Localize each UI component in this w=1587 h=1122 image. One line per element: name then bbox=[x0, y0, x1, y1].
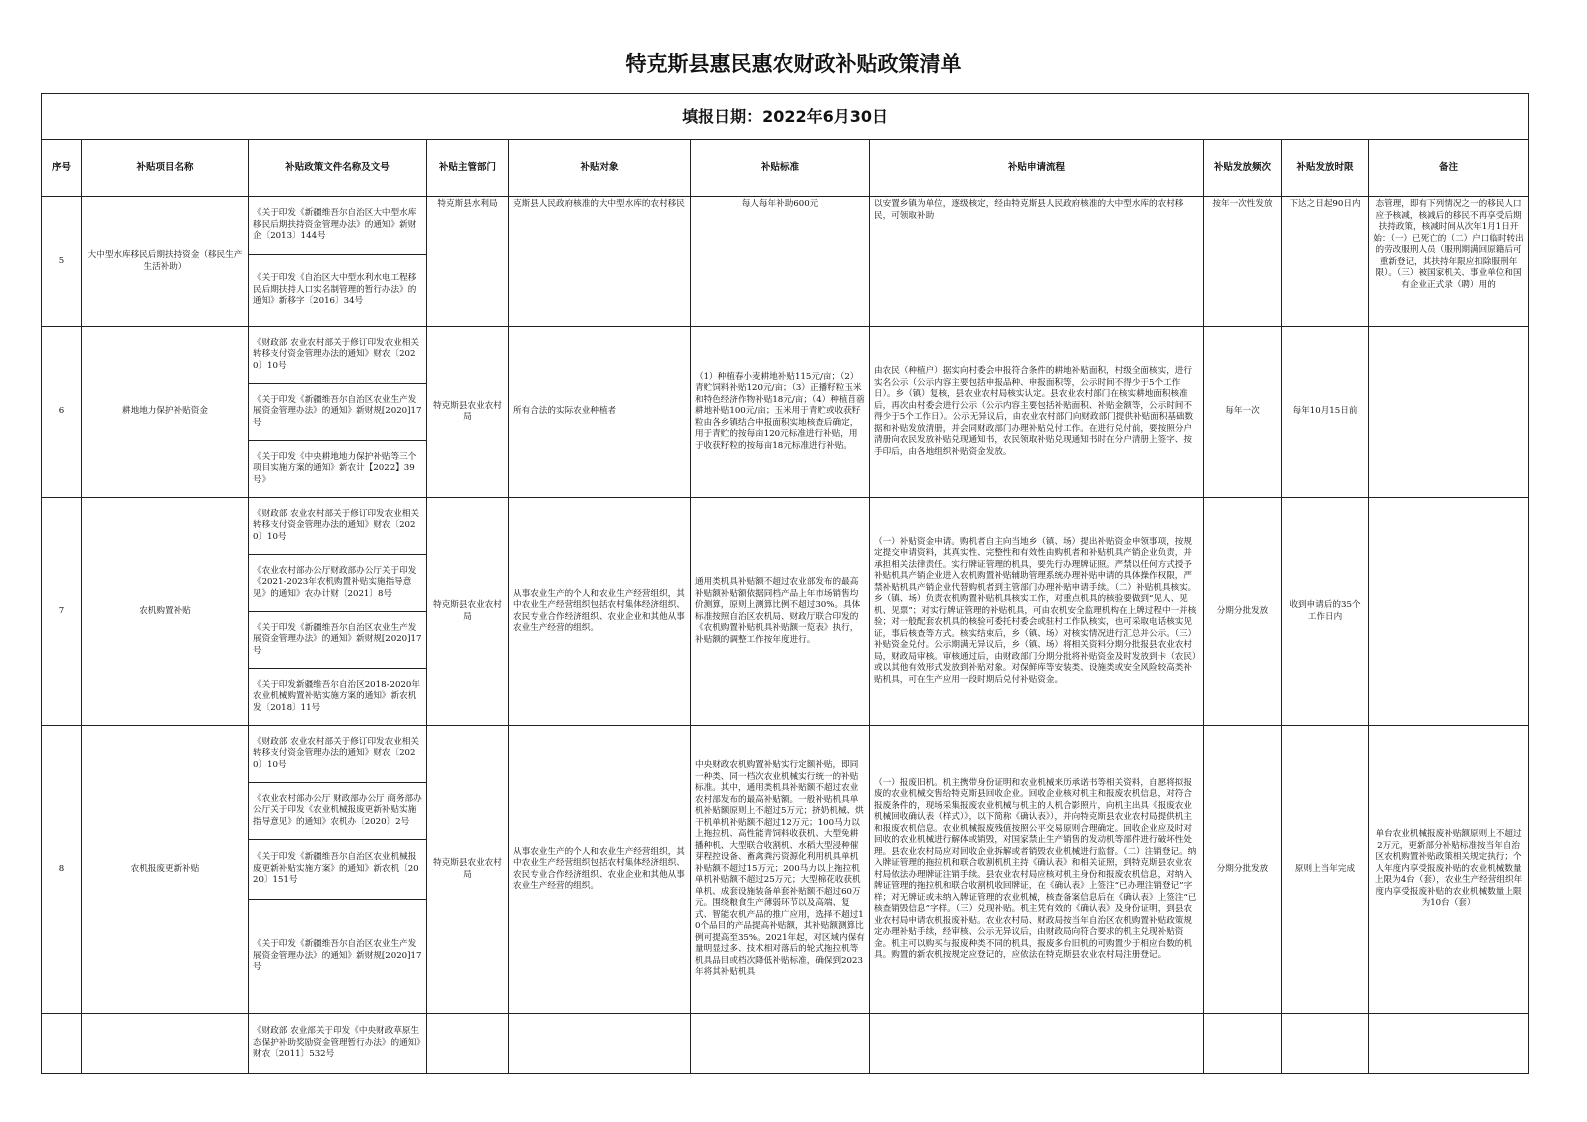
policy-document: 《财政部 农业农村部关于修订印发农业相关转移支付资金管理办法的通知》财农〔2020〕10号 bbox=[249, 498, 427, 555]
subsidy-target: 从事农业生产的个人和农业生产经营组织，其中农业生产经营组织包括农村集体经济组织、农民专业合作经济组织、农业企业和其他从事农业生产经营的组织。 bbox=[509, 498, 691, 726]
header-cell: 补贴对象 bbox=[509, 140, 691, 197]
page-title: 特克斯县惠民惠农财政补贴政策清单 bbox=[625, 52, 962, 76]
project-name: 耕地地力保护补贴资金 bbox=[82, 327, 249, 498]
row-number: 7 bbox=[42, 498, 82, 726]
policy-document: 《农业农村部办公厅财政部办公厅关于印发《2021-2023年农机购置补贴实施指导意见》的通知》农办计财〔2021〕8号 bbox=[249, 555, 427, 612]
remark bbox=[1369, 327, 1529, 498]
payment-frequency: 每年一次 bbox=[1204, 327, 1282, 498]
policy-document: 《关于印发《自治区大中型水利水电工程移民后期扶持人口实名制管理的暂行办法》的通知》新移字〔2016〕34号 bbox=[249, 255, 427, 327]
policy-document: 《财政部 农业农村部关于修订印发农业相关转移支付资金管理办法的通知》财农〔2020〕10号 bbox=[249, 726, 427, 783]
application-process: （一）补贴资金申请。购机者自主向当地乡（镇、场）提出补贴资金申领事项，按规定提交申请资料，其真实性、完整性和有效性由购机者和补贴机具产销企业负责，并承担相关法律责任。实行牌证管理的机具，要先行办理牌证照。严禁以任何方式授予补贴机具产销企业进入农机购置补贴辅助管理系统办理补贴申请的具体操作权限，严禁补贴机具产销企业代替购机者到主管部门办理补贴申请手续。（二）补贴机具核实。乡（镇、场）负责农机购置补贴机具核实工作，对重点机具的核验要做到“见人、见机、见票”；对实行牌证管理的补贴机具，可由农机安全监理机构在上牌过程中一并核验；对一般配套农机具的核验可委托村委会或驻村工作队核实，也可采取电话核实见证，事后核查等方式。核实结束后，乡（镇、场）对核实情况进行汇总并公示。（三）补贴资金兑付。公示期满无异议后，乡（镇、场）将相关资料分期分批报县农业农村局，财政局审核。审核通过后，由财政部门分期分批将补贴资金及时发放到卡（农民）或以其他有效形式发放到补贴对象。对保鲜库等安装类、设施类或安全风险较高类补贴机具，可在生产应用一段时期后兑付补贴资金。 bbox=[870, 498, 1204, 726]
table-row bbox=[42, 726, 1529, 783]
subsidy-target: 从事农业生产的个人和农业生产经营组织，其中农业生产经营组织包括农村集体经济组织、农民专业合作经济组织、农业企业和其他从事农业生产经营的组织。 bbox=[509, 726, 691, 1014]
row-number: 5 bbox=[42, 197, 82, 327]
application-process: 以安置乡镇为单位，逐级核定，经由特克斯县人民政府核准的大中型水库的农村移民，可领取补助 bbox=[870, 197, 1204, 327]
table-row bbox=[42, 197, 1529, 255]
policy-document: 《关于印发《中央耕地地力保护补贴等三个项目实施方案的通知》新农计【2022】39号》 bbox=[249, 441, 427, 498]
policy-document: 《财政部 农业部关于印发《中央财政草原生态保护补助奖励资金管理暂行办法》的通知》财农〔2011〕532号 bbox=[249, 1014, 427, 1074]
policy-document: 《关于印发新疆维吾尔自治区2018-2020年农业机械购置补贴实施方案的通知》新农机发〔2018〕11号 bbox=[249, 669, 427, 726]
subsidy-target: 所有合法的实际农业种植者 bbox=[509, 327, 691, 498]
department bbox=[427, 1014, 509, 1074]
policy-document: 《关于印发《新疆维吾尔自治区大中型水库移民后期扶持资金管理办法》的通知》新财企〔2013〕144号 bbox=[249, 197, 427, 255]
header-row bbox=[42, 140, 1529, 197]
header-cell: 备注 bbox=[1369, 140, 1529, 197]
row-number: 6 bbox=[42, 327, 82, 498]
header-cell: 补贴项目名称 bbox=[82, 140, 249, 197]
header-cell: 序号 bbox=[42, 140, 82, 197]
policy-document: 《财政部 农业农村部关于修订印发农业相关转移支付资金管理办法的通知》财农〔2020〕10号 bbox=[249, 327, 427, 384]
remark bbox=[1369, 498, 1529, 726]
subsidy-standard: 通用类机具补贴额不超过农业部发布的最高补贴额补贴额依据同档产品上年市场销售均价测算，原则上测算比例不超过30%。具体标准按照自治区农机局、财政厅联合印发的《农机购置补贴机具补贴额一览表》执行，补贴额的调整工作按年度进行。 bbox=[691, 498, 870, 726]
row-number: 8 bbox=[42, 726, 82, 1014]
payment-frequency: 按年一次性发放 bbox=[1204, 197, 1282, 327]
subsidy-target bbox=[509, 1014, 691, 1074]
policy-document: 《农业农村部办公厅 财政部办公厅 商务部办公厅关于印发《农业机械报废更新补贴实施指导意见》的通知》农机办〔2020〕2号 bbox=[249, 783, 427, 840]
subsidy-standard bbox=[691, 1014, 870, 1074]
header-cell: 补贴政策文件名称及文号 bbox=[249, 140, 427, 197]
remark: 态管理，即有下列情况之一的移民人口应予核减，核减后的移民不再享受后期扶持政策，核减时间从次年1月1日开始：（一）已死亡的（二）户口临时转出的劳改服刑人员（服刑期满回原籍后可重新登记，其扶持年限应扣除服刑年限）。（三）被国家机关、事业单位和国有企业正式录（聘）用的 bbox=[1369, 197, 1529, 327]
payment-deadline: 下达之日起90日内 bbox=[1282, 197, 1369, 327]
project-name: 大中型水库移民后期扶持资金（移民生产生活补助） bbox=[82, 197, 249, 327]
subsidy-standard: 每人每年补助600元 bbox=[691, 197, 870, 327]
header-cell: 补贴发放时限 bbox=[1282, 140, 1369, 197]
department: 特克斯县农业农村局 bbox=[427, 327, 509, 498]
project-name: 农机购置补贴 bbox=[82, 498, 249, 726]
payment-frequency: 分期分批发放 bbox=[1204, 498, 1282, 726]
payment-frequency: 分期分批发放 bbox=[1204, 726, 1282, 1014]
policy-table-viewport[interactable] bbox=[41, 93, 1528, 1060]
table-row bbox=[42, 1014, 1529, 1074]
payment-deadline: 原则上当年完成 bbox=[1282, 726, 1369, 1014]
policy-document: 《关于印发《新疆维吾尔自治区农业机械报废更新补贴实施方案》的通知》新农机〔2020〕151号 bbox=[249, 840, 427, 900]
payment-deadline: 收到申请后的35个工作日内 bbox=[1282, 498, 1369, 726]
policy-document: 《关于印发《新疆维吾尔自治区农业生产发展资金管理办法》的通知》新财规[2020]17号 bbox=[249, 384, 427, 441]
subsidy-target: 克斯县人民政府核准的大中型水库的农村移民 bbox=[509, 197, 691, 327]
payment-frequency bbox=[1204, 1014, 1282, 1074]
project-name: 农机报废更新补贴 bbox=[82, 726, 249, 1014]
header-cell: 补贴申请流程 bbox=[870, 140, 1204, 197]
table-row bbox=[42, 327, 1529, 384]
department: 特克斯县农业农村局 bbox=[427, 498, 509, 726]
policy-table bbox=[41, 93, 1529, 1074]
project-name bbox=[82, 1014, 249, 1074]
fill-date-row bbox=[42, 94, 1529, 140]
remark: 单台农业机械报废补贴额原则上不超过2万元，更新部分补贴标准按当年自治区农机购置补贴政策相关规定执行；个人年度内享受报废补贴的农业机械数量上限为4台（套），农业生产经营组织年度内享受报废补贴的农业机械数量上限为10台（套） bbox=[1369, 726, 1529, 1014]
row-number bbox=[42, 1014, 82, 1074]
payment-deadline: 每年10月15日前 bbox=[1282, 327, 1369, 498]
department: 特克斯县农业农村局 bbox=[427, 726, 509, 1014]
payment-deadline bbox=[1282, 1014, 1369, 1074]
policy-document: 《关于印发《新疆维吾尔自治区农业生产发展资金管理办法》的通知》新财规[2020]17号 bbox=[249, 612, 427, 669]
header-cell: 补贴主管部门 bbox=[427, 140, 509, 197]
application-process: （一）报废旧机。机主携带身份证明和农业机械来历承诺书等相关资料，自愿将拟报废的农业机械交售给特克斯县回收企业。回收企业核对机主和报废农机信息，对符合报废条件的，现场采集报废农业机械与机主的人机合影照片，向机主出具《报废农业机械回收确认表（样式）》，以下简称《确认表》），并向特克斯县农业农村局提供机主和报废农机信息。农业机械报废残值按照公平交易原则合理确定。回收企业应及时对回收的农业机械进行解体或销毁，对国家禁止生产销售的发动机等部件进行破坏性处理。县农业农村局应对回收企业拆解或者销毁农业机械进行监督。（二）注销登记。纳入牌证管理的拖拉机和联合收割机机主持《确认表》和相关证照，到特克斯县农业农村局依法办理牌证注销手续。县农业农村局应核对机主身份和报废农机信息，对纳入牌证管理的拖拉机和联合收割机收回牌证，在《确认表》上签注“已办理注销登记”字样；对无牌证或未纳入牌证管理的农业机械，核查备案信息后在《确认表》上签注“已核查销毁信息”字样。（三）兑现补贴。机主凭有效的《确认表》及身份证明，到县农业农村局申请农机报废补贴。农业农村局、财政局按当年自治区农机购置补贴政策规定办理补贴手续，经审核、公示无异议后，由财政局向符合要求的机主兑现补贴资金。机主可以购买与报废种类不同的机具，报废多台旧机的可购置少于相应台数的机具。购置的新农机按规定应登记的，应依法在特克斯县农业农村局注册登记。 bbox=[870, 726, 1204, 1014]
table-body bbox=[42, 197, 1529, 1074]
policy-document: 《关于印发《新疆维吾尔自治区农业生产发展资金管理办法》的通知》新财规[2020]17号 bbox=[249, 900, 427, 1014]
header-cell: 补贴标准 bbox=[691, 140, 870, 197]
subsidy-standard: （1）种植春小麦耕地补贴115元/亩；（2）青贮饲料补贴120元/亩；（3）正播籽粒玉米和特色经济作物补贴18元/亩；（4）种植苜蓿耕地补贴100元/亩；玉米用于青贮或收获籽粒由各乡镇结合申报面积实地核查后确定，用于青贮的按每亩120元标准进行补贴，用于收获籽粒的按每亩18元标准进行补贴。 bbox=[691, 327, 870, 498]
application-process bbox=[870, 1014, 1204, 1074]
remark bbox=[1369, 1014, 1529, 1074]
table-row bbox=[42, 498, 1529, 555]
header-cell: 补贴发放频次 bbox=[1204, 140, 1282, 197]
department: 特克斯县水利局 bbox=[427, 197, 509, 327]
application-process: 由农民（种植户）据实向村委会申报符合条件的耕地补贴面积，村级全面核实，进行实名公示（公示内容主要包括申报品种、申报面积等，公示时间不得少于5个工作日）。乡（镇）复核，县农业农村局核实认定。县农业农村部门在核实耕地面积核准后，再次由村委会进行公示（公示内容主要包括补贴面积、补贴金额等，公示时间不得少于5个工作日）。公示无异议后，由农业农村部门向财政部门提供补贴面积基础数据和补贴发放清册，并会同财政部门办理补贴兑付工作。在进行兑付前，要按照分户清册向农民发放补贴兑现通知书，农民领取补贴兑现通知书时在分户清册上签字、按手印后，由各地组织补贴资金发放。 bbox=[870, 327, 1204, 498]
fill-date: 填报日期：2022年6月30日 bbox=[42, 94, 1529, 140]
subsidy-standard: 中央财政农机购置补贴实行定额补贴，即同一种类、同一档次农业机械实行统一的补贴标准。其中，通用类机具补贴额不超过农业农村部发布的最高补贴额。一般补贴机具单机补贴额原则上不超过5万元；挤奶机械、烘干机单机补贴额不超过12万元；100马力以上拖拉机、高性能青饲料收获机、大型免耕播种机、大型联合收割机、水稻大型浸种催芽程控设备、畜禽粪污资源化利用机具单机补贴额不超过15万元；200马力以上拖拉机单机补贴额不超过25万元；大型棉花收获机单机、成套设施装备单套补贴额不超过60万元。围绕粮食生产薄弱环节以及高端、复式、智能农机产品的推广应用，选择不超过10个品目的产品提高补贴额，其补贴额测算比例可提高至35%。2021年起，对区域内保有量明显过多、技术相对落后的轮式拖拉机等机具品目或档次降低补贴标准，确保到2023年将其补贴机具 bbox=[691, 726, 870, 1014]
